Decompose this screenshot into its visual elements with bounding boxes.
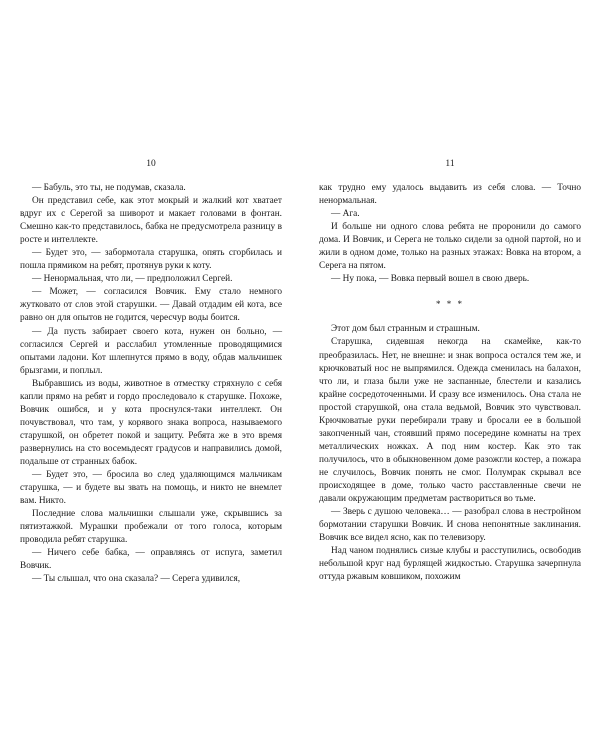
paragraph: — Бабуль, это ты, не подумав, сказала. [32,183,186,193]
paragraph: Последние слова мальчишки слышали уже, скрывшись за пятиэтажкой. Мурашки пробежали от того голоса, которым проводила ребят старушка. [20,509,282,546]
page-number: 11 [445,159,455,169]
right-page [319,158,581,584]
paragraph: — Ну пока, — Вовка первый вошел в свою дверь. [331,274,530,285]
paragraph: Этот дом был странным и страшным. [331,324,480,335]
paragraph: — Зверь с душою человека… — разобрал слова в нестройном бормотании старушки Вовчик. И снова непонятные заклинания. Вовчик все видел ясно, как по телевизору. [319,507,581,544]
section-break: * * * [436,299,464,310]
paragraph: — Будет это, — забормотала старушка, опять сгорбилась и пошла прямиком на ребят, протянув руки к коту. [20,248,282,272]
paragraph: — Да пусть забирает своего кота, нужен он больно, — согласился Сергей и расслабил утомленные проводящимися опытами ладони. Кот шлепнутся прямо в воду, обдав мальчишек брызгами, и поплыл. [20,326,282,376]
paragraph: — Будет это, — бросила во след удаляющимся мальчикам старушка, — и будете вы звать на помощь, и никто не внемлет вам. Никто. [20,470,282,507]
paragraph: Выбравшись из воды, животное в отместку стряхнуло с себя капли прямо на ребят и гордо проследовало к старушке. Похоже, Вовчик ошибся, и у кота проснулся-таки интеллект. Он почувствовал, что там, у корявого знака вопроса, называемого старушкой, он обретет покой и защиту. Ребята же в это время развернулись на сто восемьдесят градусов и направились домой, подальше от странных бабок. [20,378,282,467]
paragraph: Старушка, сидевшая некогда на скамейке, как-то преобразилась. Нет, не внешне: и знак вопроса остался тем же, и крючковатый нос не выпрямился. Одежда сменилась на балахон, что ли, и глаза были уже не заспанные, блестели и казались крайне сосредоточенными. И сразу все изменилось. Она стала не простой старушкой, она стала ведьмой, Вовчик это чувствовал. Крючковатые руки перебирали траву и бросали ее в большой закопченный чан, стоявший прямо посередине комнаты на трех металлических ножках. А под ним костер. Как это так получилось, что в обыкновенном доме разожгли костер, а пожара не случилось, Вовчик понять не смог. Полумрак скрывал все происходящее в доме, только часто расставленные свечи не давали окружающим предметам раствориться во тьме. [319,337,581,505]
left-page [20,158,282,586]
page-number: 10 [146,159,156,169]
paragraph: — Ничего себе бабка, — оправляясь от испуга, заметил Вовчик. [20,548,282,572]
paragraph: Над чаном поднялись сизые клубы и расступились, освободив небольшой круг над бурлящей жидкостью. Старушка зачерпнула оттуда ржавым ковшиком, похожим [319,546,581,583]
paragraph: — Ага. [331,209,360,220]
paragraph: — Ты слышал, что она сказала? — Серега удивился, [32,574,241,585]
paragraph-continuation: как трудно ему удалось выдавить из себя слова. — Точно ненормальная. [319,183,581,207]
paragraph: И больше ни одного слова ребята не проронили до самого дома. И Вовчик, и Серега не только сидели за одной партой, но и жили в одном доме, только на разных этажах: Вовка на втором, а Серега на пятом. [319,222,581,272]
paragraph: — Ненормальная, что ли, — предположил Сергей. [32,274,233,285]
paragraph: Он представил себе, как этот мокрый и жалкий кот хватает вдруг их с Серегой за шиворот и макает головами в фонтан. Смешно как-то представилось, бабка не предусмотрела разницу в росте и интеллекте. [20,196,282,246]
paragraph: — Может, — согласился Вовчик. Ему стало немного жутковато от слов этой старушки. — Давай отдадим ей кота, все равно он для опытов не годится, чересчур воды боится. [20,287,282,324]
